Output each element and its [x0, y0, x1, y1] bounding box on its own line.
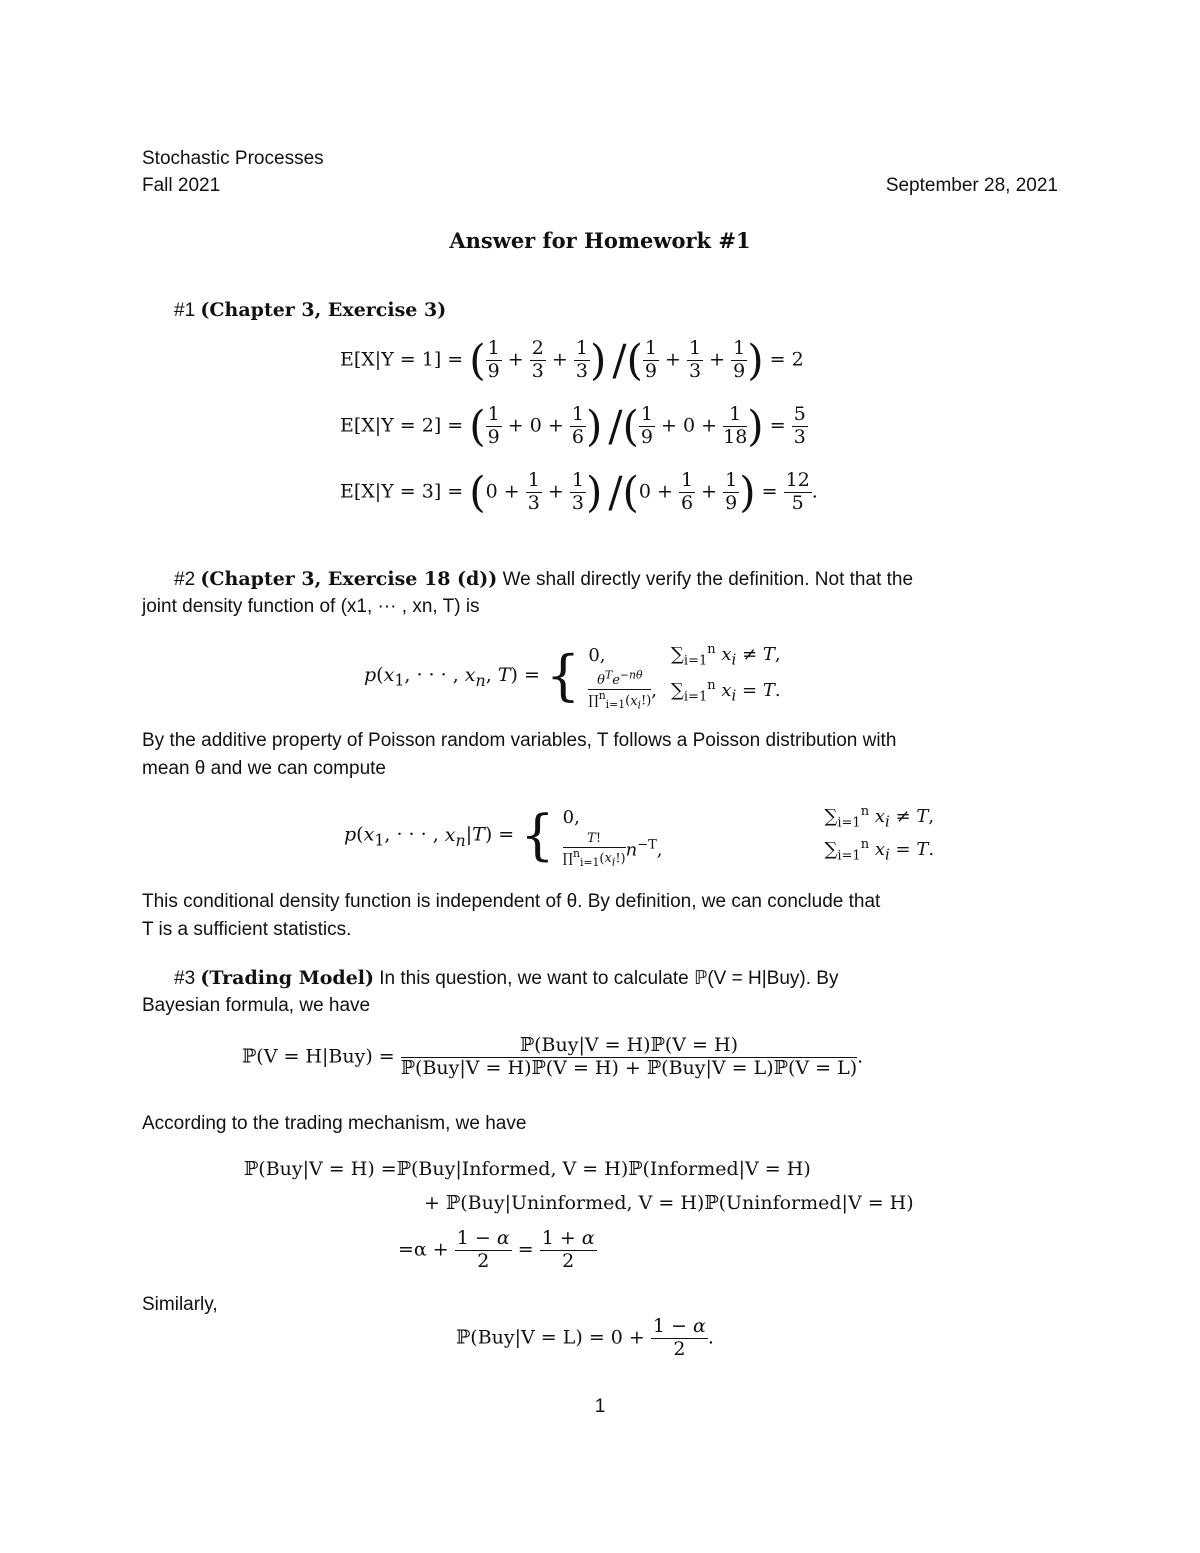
course-name: Stochastic Processes — [142, 148, 324, 169]
q2-label: #2 — [174, 569, 196, 590]
date: September 28, 2021 — [885, 175, 1058, 196]
q3-last-lhs: ℙ(Buy|V = L) = 0 + — [456, 1326, 645, 1349]
q3-label: #3 — [174, 968, 196, 989]
q3-line3-pre: =α + — [398, 1238, 449, 1261]
q3-line2: + ℙ(Buy|Uninformed, V = H)ℙ(Uninformed|V = H) — [424, 1192, 914, 1214]
q1-eq1: E[X|Y = 1] = ( $\frac{1}{9}$ + $\frac{2}{3}$ + $\frac{1}{3}$ ) /( $\frac{1}{9}$ + $\frac{1}{3}$ + $\frac{1}{9}$ ) = 2 — [340, 335, 804, 385]
q3-last-eq: ℙ(Buy|V = L) = 0 + $\frac{1 - \alpha}{2}$ . — [456, 1315, 714, 1360]
q2-para2a: By the additive property of Poisson random variables, T follows a Poisson distribution with — [142, 730, 897, 751]
q2-intro — [142, 565, 1060, 594]
term: Fall 2021 — [142, 175, 221, 196]
q1-ref: (Chapter 3, Exercise 3) — [200, 299, 447, 321]
q2-conditional-density: $p(x_1$, · · · , $x_n|T$) = { 0, $\sum_{i=1}^n$ $x_i \ne T$, $\frac{T!}{\prod^n_{i=1}(x_i!)}$ $n^{-T}$, $\sum_{i=1}^n$ $x_i = T$. — [344, 803, 935, 869]
page-number: 1 — [594, 1396, 606, 1417]
q1-eq2-rhs: = — [769, 414, 786, 437]
q1-eq3-lhs: E[X|Y = 3] = — [340, 480, 464, 503]
q3-intro-line1: In this question, we want to calculate ℙ(V = H|Buy). By — [379, 968, 839, 989]
q3-line1: ℙ(Buy|V = H) =ℙ(Buy|Informed, V = H)ℙ(Informed|V = H) — [244, 1158, 811, 1180]
q3-bayes-lhs: ℙ(V = H|Buy) = — [242, 1045, 395, 1068]
q3-mechanism-text: According to the trading mechanism, we have — [142, 1113, 527, 1134]
q1-heading — [174, 296, 446, 325]
q3-bayes-numerator: ℙ(Buy|V = H)ℙ(V = H) — [401, 1035, 857, 1058]
page-title: Answer for Homework #1 — [449, 228, 751, 253]
q2-intro-line1: We shall directly verify the definition. Not that the — [502, 569, 914, 590]
q3-intro — [142, 964, 1060, 993]
q2-para2b: mean θ and we can compute — [142, 758, 386, 779]
q2-para3b: T is a sufficient statistics. — [142, 919, 352, 940]
q1-eq3: E[X|Y = 3] = (0 + $\frac{1}{3}$ + $\frac{1}{3}$ ) /(0 + $\frac{1}{6}$ + $\frac{1}{9}$ ) = $\frac{12}{5}$ . — [340, 467, 818, 517]
q2-joint-density: $p(x_1$, · · · , $x_n$, T) = { 0, $\sum_{i=1}^n$ $x_i \ne T$, $\frac{\theta^Te^{-n\theta}}{\prod^n_{i=1}(x_i!)}$ , $\sum_{i=1}^n$ $x_i = T$. — [364, 641, 781, 712]
q2-para3a: This conditional density function is independent of θ. By definition, we can conclude that — [142, 891, 881, 912]
q2-intro-line2: joint density function of (x1, ··· , xn, T) is — [142, 596, 480, 617]
q3-bayes-denominator: ℙ(Buy|V = H)ℙ(V = H) + ℙ(Buy|V = L)ℙ(V = L) — [400, 1056, 858, 1079]
q3-ref: (Trading Model) — [200, 967, 374, 989]
q3-bayes-formula: ℙ(V = H|Buy) = $\frac{\text{ℙ(Buy|V = H)ℙ(V = H)}}{\text{ℙ(Buy|V = H)ℙ(V = H) + ℙ(Buy|V = L)ℙ(V = L)}}$ . — [242, 1034, 864, 1079]
q1-eq2-lhs: E[X|Y = 2] = — [340, 414, 464, 437]
q1-eq2: E[X|Y = 2] = ( $\frac{1}{9}$ + 0 + $\frac{1}{6}$ ) /( $\frac{1}{9}$ + 0 + $\frac{1}{18}$ ) = $\frac{5}{3}$ — [340, 401, 806, 451]
q1-eq1-rhs: = 2 — [769, 348, 804, 371]
q3-similarly: Similarly, — [142, 1294, 218, 1315]
q3-intro-line2: Bayesian formula, we have — [142, 995, 371, 1016]
q3-line3: =α + $\frac{1 - \alpha}{2}$ = $\frac{1 + \alpha}{2}$ — [398, 1227, 595, 1272]
q1-label: #1 — [174, 300, 196, 321]
q1-eq3-rhs: = — [761, 480, 778, 503]
q2-ref: (Chapter 3, Exercise 18 (d)) — [200, 568, 498, 590]
q1-eq1-lhs: E[X|Y = 1] = — [340, 348, 464, 371]
